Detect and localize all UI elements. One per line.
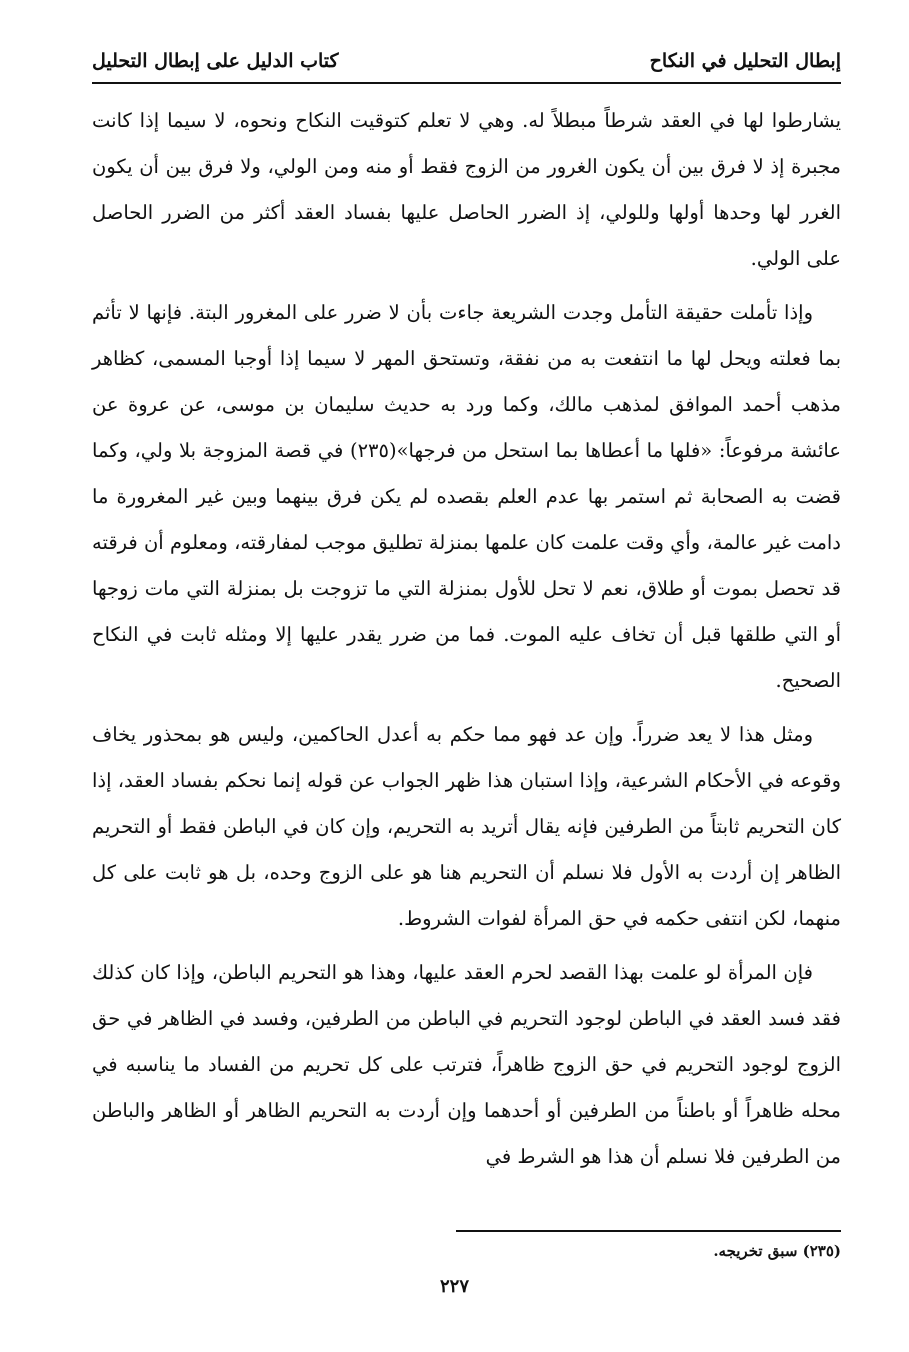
section-title: كتاب الدليل على إبطال التحليل	[92, 50, 339, 72]
footnote: (٢٣٥) سبق تخريجه.	[713, 1242, 841, 1260]
main-text	[92, 98, 841, 1188]
header-divider	[92, 82, 841, 84]
footnote-divider	[456, 1230, 841, 1232]
paragraph: وإذا تأملت حقيقة التأمل وجدت الشريعة جاءت بأن لا ضرر على المغرور البتة. فإنها لا تأثم بما فعلته ويحل لها ما انتفعت به من نفقة، وتستحق المهر لا سيما إذا أوجبا المسمى، كظاهر مذهب أحمد الموافق لمذهب مالك، وكما ورد به حديث سليمان بن موسى، عن عروة عن عائشة مرفوعاً: «فلها ما أعطاها بما استحل من فرجها»(٢٣٥) في قصة المزوجة بلا ولي، وكما قضت به الصحابة ثم استمر بها عدم العلم بقصده لم يكن فرق بينهما وبين غير المغرورة ما دامت غير عالمة، وأي وقت علمت كان علمها بمنزلة تطليق موجب لمفارقته، ومعلوم أن فرقته قد تحصل بموت أو طلاق، نعم لا تحل للأول بمنزلة التي ما تزوجت بل بمنزلة التي مات زوجها أو التي طلقها قبل أن تخاف عليه الموت. فما من ضرر يقدر عليها إلا ومثله ثابت في النكاح الصحيح.	[92, 301, 841, 692]
running-header	[92, 44, 841, 78]
page-number: ٢٢٧	[439, 1276, 469, 1297]
paragraph: يشارطوا لها في العقد شرطاً مبطلاً له. وهي لا تعلم كتوقيت النكاح ونحوه، لا سيما إذا كانت مجبرة إذ لا فرق بين أن يكون الغرور من الزوج فقط أو منه ومن الولي، ولا فرق بين أن يكون الغرر لها وحدها أولها وللولي، إذ الضرر الحاصل عليها بفساد العقد أكثر من الضرر الحاصل على الولي.	[92, 109, 841, 270]
paragraph: ومثل هذا لا يعد ضرراً. وإن عد فهو مما حكم به أعدل الحاكمين، وليس هو بمحذور يخاف وقوعه في الأحكام الشرعية، وإذا استبان هذا ظهر الجواب عن قوله إنما نحكم بفساد العقد، إذا كان التحريم ثابتاً من الطرفين فإنه يقال أتريد به التحريم، وإن كان في الباطن فقط أو التحريم الظاهر إن أردت به الأول فلا نسلم أن التحريم هنا هو على الزوج وحده، بل هو ثابت على كل منهما، لكن انتفى حكمه في حق المرأة لفوات الشروط.	[92, 723, 841, 930]
book-title: إبطال التحليل في النكاح	[649, 50, 841, 72]
paragraph: فإن المرأة لو علمت بهذا القصد لحرم العقد عليها، وهذا هو التحريم الباطن، وإذا كان كذلك فقد فسد العقد في الباطن لوجود التحريم في الباطن من الطرفين، وفسد في الظاهر في حق الزوج لوجود التحريم في حق الزوج ظاهراً، فترتب على كل تحريم من الفساد ما يناسبه في محله ظاهراً أو باطناً من الطرفين أو أحدهما وإن أردت به التحريم الظاهر أو الظاهر والباطن من الطرفين فلا نسلم أن هذا هو الشرط في	[92, 961, 841, 1168]
